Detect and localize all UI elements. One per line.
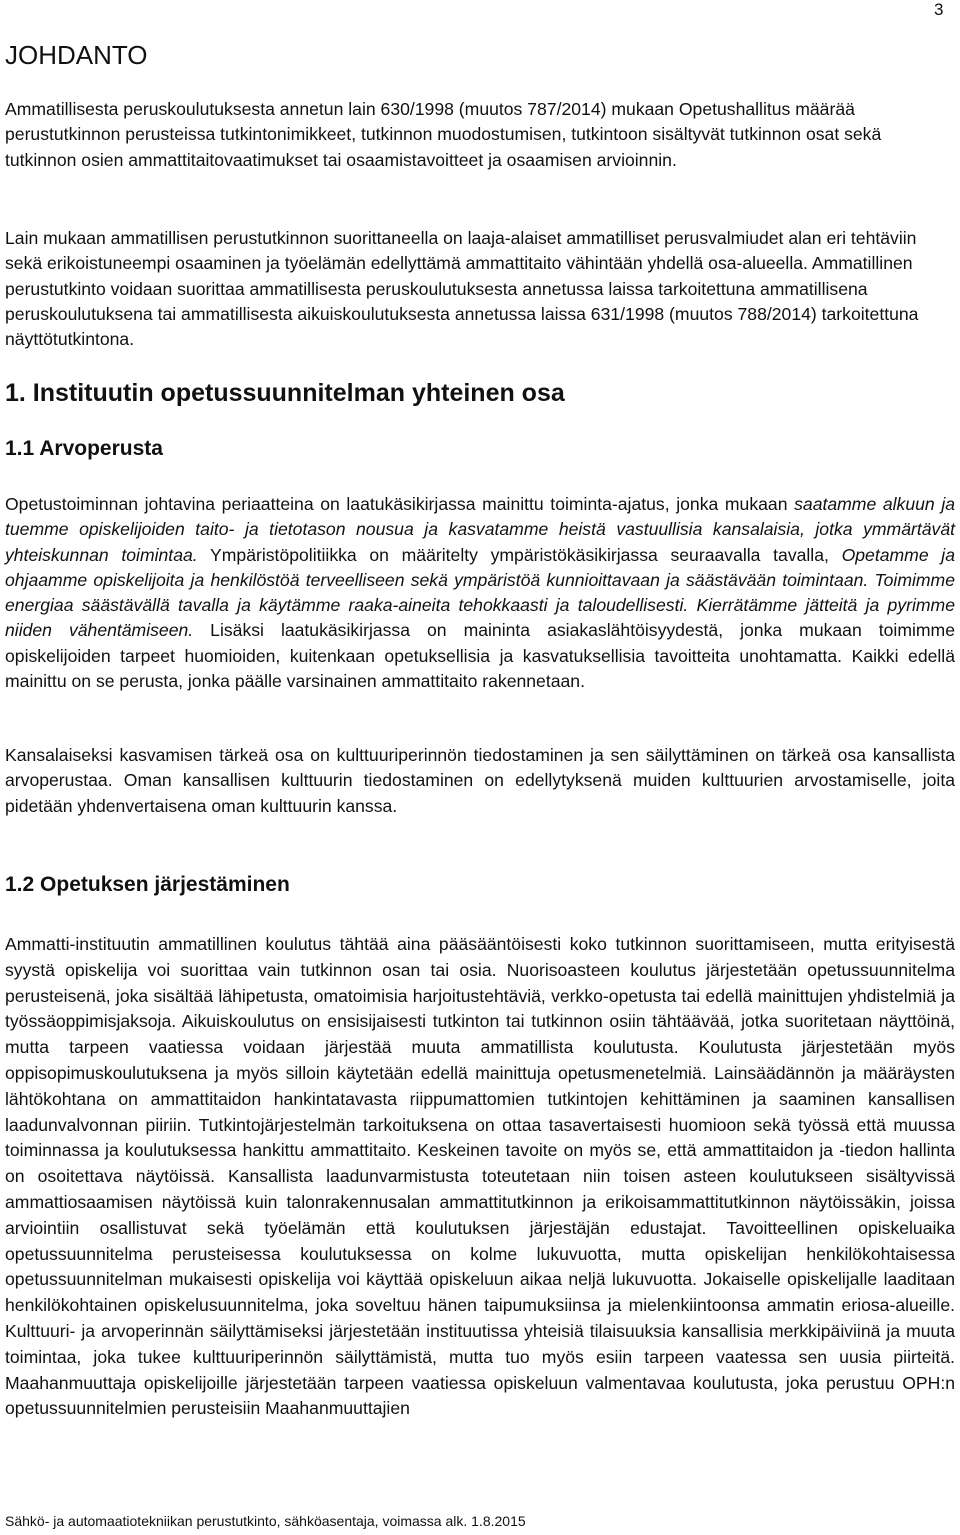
values-text-d: Opetamme ja ohjaamme opiskelijoita ja henkilöstöä terveelliseen sekä ympäristöä kunnioittavaan ja säästävään toimintaan. Toimimme energiaa säästävällä tavalla ja käytämme raaka-aineita tehokkaasti ja taloudellisesti. Kierrätämme jätteitä ja pyrimme niiden vähentämiseen.: [5, 544, 955, 641]
values-paragraph-2: Kansalaiseksi kasvamisen tärkeä osa on kulttuuriperinnön tiedostaminen ja sen säilyttäminen on tärkeä osa kansallista arvoperustaa. Oman kansallisen kulttuurin tiedostaminen on edellytyksenä muiden kulttuurien arvostamiselle, joita pidetään yhdenvertaisena oman kulttuurin kanssa.: [5, 745, 955, 816]
page-title: JOHDANTO: [5, 40, 148, 70]
values-text-e: Lisäksi laatukäsikirjassa on maininta asiakaslähtöisyydestä, jonka mukaan toimimme opiskelijoiden tarpeet huomioiden, kuitenkaan opetuksellisia ja kasvatuksellisia tavoitteita unohtamatta. Kaikki edellä mainittu on se perusta, jonka päälle varsinainen ammattitaito rakennetaan.: [5, 620, 955, 692]
section-1-heading: 1. Instituutin opetussuunnitelman yhteinen osa: [5, 379, 565, 407]
page-footer: Sähkö- ja automaatiotekniikan perustutkinto, sähköasentaja, voimassa alk. 1.8.2015: [5, 1513, 526, 1529]
page-number: 3: [934, 0, 944, 19]
teaching-paragraph: Ammatti-instituutin ammatillinen koulutus tähtää aina pääsääntöisesti koko tutkinnon suorittamiseen, mutta erityisestä syystä opiskelija voi suorittaa vain tutkinnon osan tai osia. Nuorisoasteen koulutus järjestetään opetussuunnitelma perusteisenä, joka sisältää lähipetusta, omatoimisia harjoitustehtäviä, verkko-opetusta tai edellä mainittujen yhdistelmiä ja työssäoppimisjaksoja. Aikuiskoulutus on ensisijaisesti tutkinton tai tutkinnon osiin tähtäävää, jotka suoritetaan näyttöinä, mutta tarpeen vaatiessa voidaan järjestää muuta ammatillista koulutusta. Koulutusta järjestetään myös oppisopimuskoulutuksena ja myös silloin käytetään edellä mainittuja opetusmenetelmiä. Lainsäädännön ja määräysten lähtökohtana on ammattitaidon hankintatavasta riippumattomien tutkintojen kehittäminen ja saaminen kansallisen laadunvalvonnan piiriin. Tutkintojärjestelmän tarkoituksena on ottaa tasavertaisesti huomioon sekä työssä että muussa toiminnassa ja koulutuksessa hankittu ammattitaito. Keskeinen tavoite on myös se, että ammattitaidon ja -tiedon hallinta on osoitettava näytöissä. Kansallista laadunvarmistusta toteutetaan niin toisen asteen koulutukseen sisältyvissä ammattiosaamisen näytöissä kuin talonrakennusalan ammattitutkinnon ja erikoisammattitutkinnon näytöissäkin, joissa arviointiin osallistuvat sekä työelämän että koulutuksen järjestäjän edustajat. Tavoitteellinen opiskeluaika opetussuunnitelma perusteisessa koulutuksessa on kolme lukuvuotta, mutta opiskelijan henkilökohtaisessa opetussuunnitelman mukaisesti opiskelija voi käyttää opiskeluun aikaa neljä lukuvuotta. Jokaiselle opiskelijalle laaditaan henkilökohtainen opiskelusuunnitelma, joka soveltuu hänen taipumuksiinsa ja mielenkiintoonsa ammatin eriosa-alueille. Kulttuuri- ja arvoperinnän säilyttämiseksi järjestetään instituutissa yhteisiä tilaisuuksia kansallisia merkkipäiviinä ja muuta toimintaa, joka tukee kulttuuriperinnön säilyttämistä, mutta tuo myös esiin tarpeen vaatessa sen uusia piirteitä. Maahanmuuttaja opiskelijoille järjestetään tarpeen vaatiessa opiskeluun valmentavaa koulutusta, joka perustuu OPH:n opetussuunnitelmien perusteisiin Maahanmuuttajien: [5, 934, 955, 1419]
intro-paragraph-2: Lain mukaan ammatillisen perustutkinnon suorittaneella on laaja-alaiset ammatilliset perusvalmiudet alan eri tehtäviin sekä erikoistuneempi osaaminen ja työelämän edellyttämä ammattitaito vähintään yhdellä osa-alueella. Ammatillinen perustutkinto voidaan suorittaa ammatillisesta peruskoulutuksesta annetussa laissa tarkoitettuna ammatillisena peruskoulutuksena tai ammatillisesta aikuiskoulutuksesta annetussa laissa 631/1998 (muutos 788/2014) tarkoitettuna näyttötutkintona.: [5, 228, 919, 350]
section-1-2-heading: 1.2 Opetuksen järjestäminen: [5, 873, 290, 896]
section-1-1-heading: 1.1 Arvoperusta: [5, 437, 163, 460]
values-paragraph-1: [5, 492, 955, 694]
values-text-a: Opetustoiminnan johtavina periaatteina on laatukäsikirjassa mainittu toiminta-ajatus, jonka mukaan: [5, 494, 795, 514]
intro-paragraph-1: Ammatillisesta peruskoulutuksesta annetun lain 630/1998 (muutos 787/2014) mukaan Opetushallitus määrää perustutkinnon perusteissa tutkintonimikkeet, tutkinnon muodostumisen, tutkintoon sisältyvät tutkinnon osat sekä tutkinnon osien ammattitaitovaatimukset tai osaamistavoitteet ja osaamisen arvioinnin.: [5, 99, 882, 170]
values-text-c: Ympäristöpolitiikka on määritelty ympäristökäsikirjassa seuraavalla tavalla,: [197, 544, 842, 565]
values-text-b: saatamme alkuun ja tuemme opiskelijoiden taito- ja tietotason nousua ja kasvatamme heistä vastuullisia kansalaisia, jotka ymmärtävät yhteiskunnan toimintaa.: [5, 494, 956, 565]
